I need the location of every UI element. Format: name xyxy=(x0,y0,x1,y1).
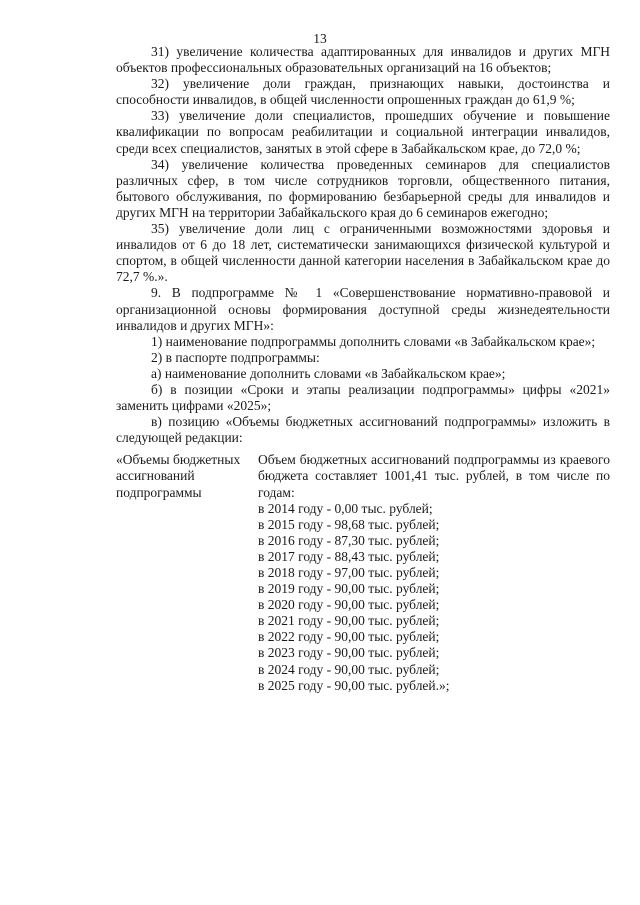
budget-allocation-table xyxy=(116,452,610,693)
page-number: 13 xyxy=(313,31,327,46)
budget-year-line: в 2024 году - 90,00 тыс. рублей; xyxy=(258,661,440,677)
budget-year-line: в 2017 году - 88,43 тыс. рублей; xyxy=(258,548,440,564)
paragraph-item-32: 32) увеличение доли граждан, признающих навыки, достоинства и способности инвалидов, в общей численности опрошенных граждан до 61,9 %; xyxy=(116,76,610,108)
paragraph-subitem-2: 2) в паспорте подпрограммы: xyxy=(151,349,320,365)
budget-year-line: в 2023 году - 90,00 тыс. рублей; xyxy=(258,645,440,661)
budget-label: «Объемы бюджетных ассигнований подпрограммы xyxy=(116,452,241,500)
budget-year-line: в 2018 году - 97,00 тыс. рублей; xyxy=(258,565,440,580)
budget-year-line: в 2015 году - 98,68 тыс. рублей; xyxy=(258,516,440,532)
paragraph-subitem-b: б) в позиции «Сроки и этапы реализации подпрограммы» цифры «2021» заменить цифрами «2025»; xyxy=(116,381,610,414)
budget-content xyxy=(258,452,610,693)
document-body xyxy=(116,44,610,694)
budget-year-line: в 2014 году - 0,00 тыс. рублей; xyxy=(258,500,433,516)
budget-year-line: в 2022 году - 90,00 тыс. рублей; xyxy=(258,629,440,645)
paragraph-subitem-a: а) наименование дополнить словами «в Забайкальском крае»; xyxy=(151,365,506,381)
budget-year-line: в 2020 году - 90,00 тыс. рублей; xyxy=(258,597,440,613)
budget-year-line: в 2019 году - 90,00 тыс. рублей; xyxy=(258,581,440,597)
paragraph-item-34: 34) увеличение количества проведенных семинаров для специалистов различных сфер, в том числе сотрудников торговли, общественного питания, бытового обслуживания, по формированию безбарьерной среды для инвалидов и других МГН на территории Забайкальского края до 6 семинаров ежегодно; xyxy=(116,156,610,220)
paragraph-item-35: 35) увеличение доли лиц с ограниченными возможностями здоровья и инвалидов от 6 до 18 лет, систематически занимающихся физической культурой и спортом, в общей численности данной категории населения в Забайкальском крае до 72,7 %.». xyxy=(116,221,610,285)
budget-year-line: в 2016 году - 87,30 тыс. рублей; xyxy=(258,532,440,548)
paragraph-item-33: 33) увеличение доли специалистов, прошедших обучение и повышение квалификации по вопросам реабилитации и социальной интеграции инвалидов, среди всех специалистов, занятых в этой сфере в Забайкальском крае, до 72,0 %; xyxy=(116,108,610,156)
budget-intro: Объем бюджетных ассигнований подпрограммы из краевого бюджета составляет 1001,41 тыс. рублей, в том числе по годам: xyxy=(258,452,610,500)
budget-year-line: в 2025 году - 90,00 тыс. рублей.»; xyxy=(258,677,450,693)
paragraph-subitem-v: в) позицию «Объемы бюджетных ассигнований подпрограммы» изложить в следующей редакции: xyxy=(116,414,610,446)
paragraph-item-31: 31) увеличение количества адаптированных для инвалидов и других МГН объектов профессиональных образовательных организаций на 16 объектов; xyxy=(116,44,610,76)
paragraph-section-9: 9. В подпрограмме № 1 «Совершенствование нормативно-правовой и организационной основы формирования доступной среды жизнедеятельности инвалидов и других МГН»: xyxy=(116,285,610,333)
paragraph-subitem-1: 1) наименование подпрограммы дополнить словами «в Забайкальском крае»; xyxy=(151,333,596,349)
budget-year-line: в 2021 году - 90,00 тыс. рублей; xyxy=(258,613,440,629)
